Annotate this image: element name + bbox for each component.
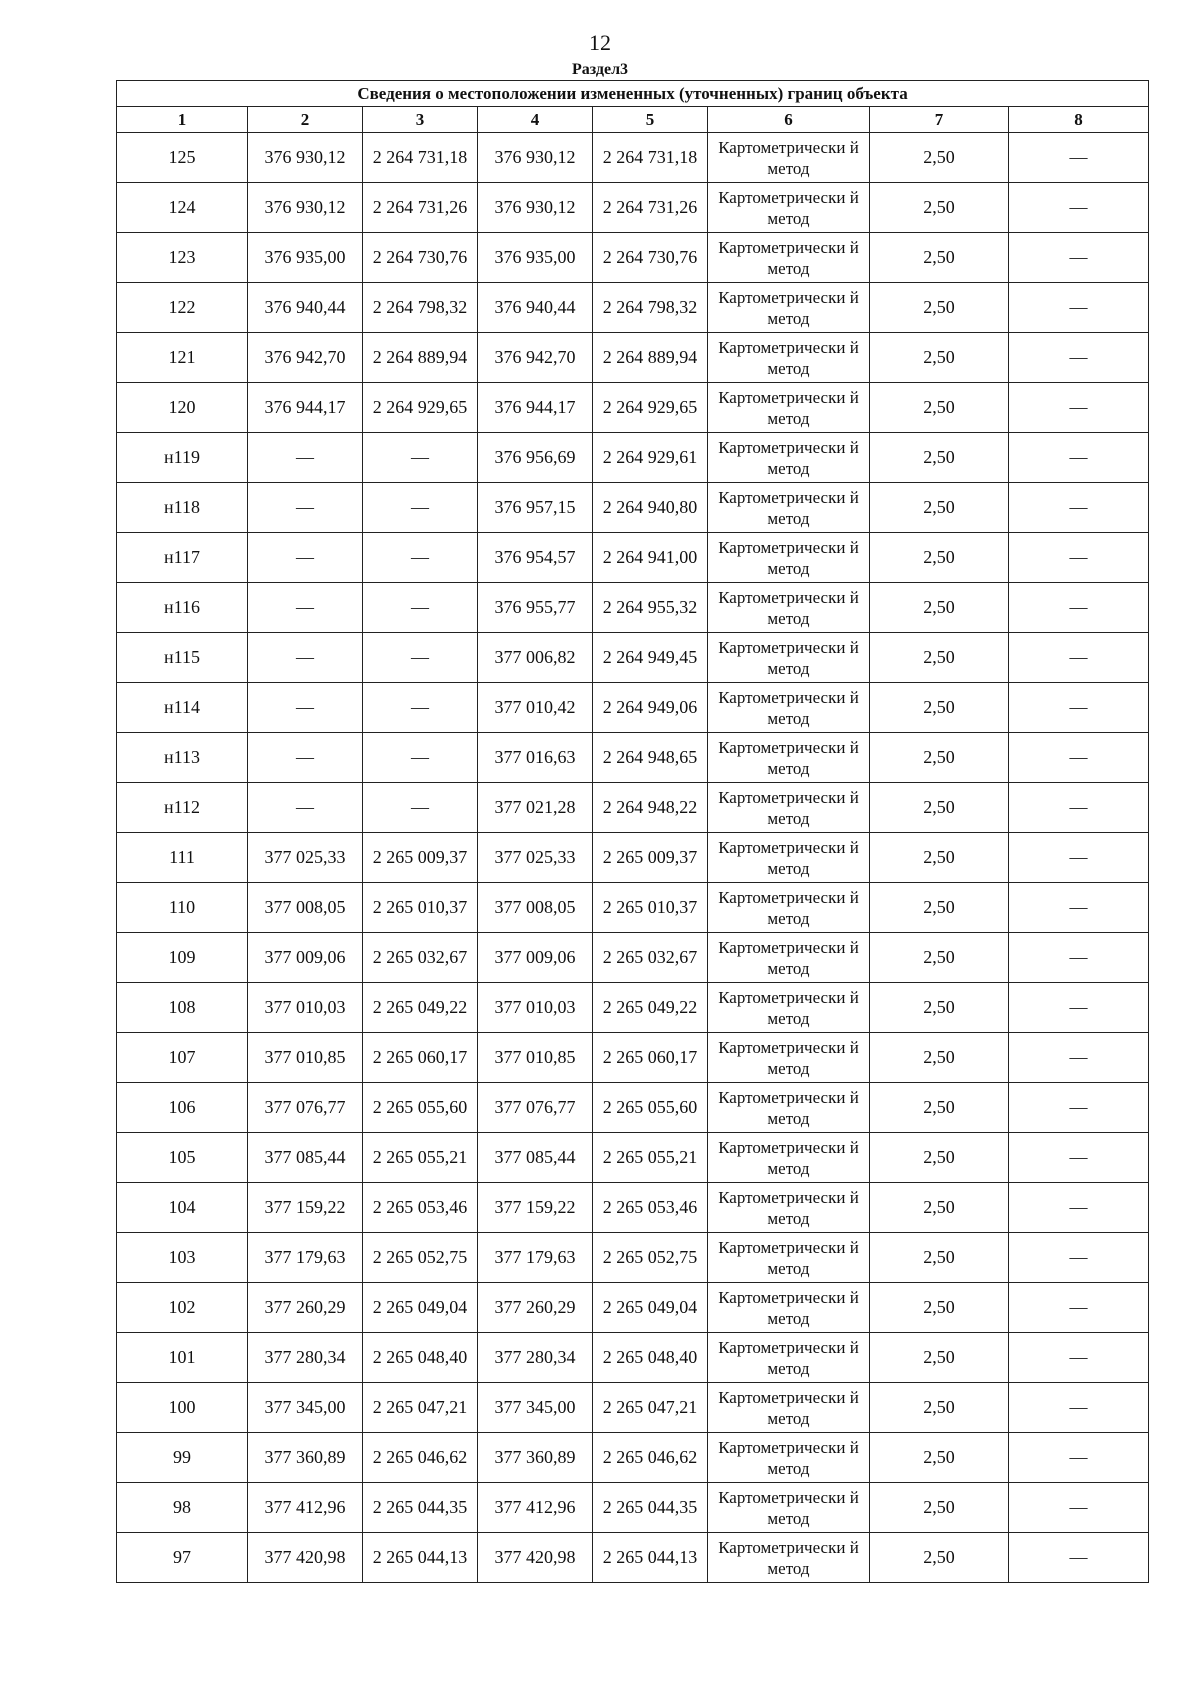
table-row xyxy=(117,633,1149,683)
point-number-cell: 108 xyxy=(117,983,248,1033)
existing-y-cell: 2 264 731,26 xyxy=(363,183,478,233)
refined-y-cell: 2 265 010,37 xyxy=(593,883,708,933)
refined-y-cell: 2 264 941,00 xyxy=(593,533,708,583)
method-cell: Картометрически й метод xyxy=(708,1483,870,1533)
method-cell: Картометрически й метод xyxy=(708,233,870,283)
refined-x-cell: 377 008,05 xyxy=(478,883,593,933)
point-number-cell: 100 xyxy=(117,1383,248,1433)
refined-x-cell: 376 954,57 xyxy=(478,533,593,583)
refined-x-cell: 377 010,85 xyxy=(478,1033,593,1083)
point-number-cell: 120 xyxy=(117,383,248,433)
method-cell: Картометрически й метод xyxy=(708,1383,870,1433)
accuracy-cell: 2,50 xyxy=(870,1283,1009,1333)
table-row xyxy=(117,1433,1149,1483)
point-number-cell: 103 xyxy=(117,1233,248,1283)
accuracy-cell: 2,50 xyxy=(870,533,1009,583)
description-cell: — xyxy=(1009,1283,1149,1333)
point-number-cell: н118 xyxy=(117,483,248,533)
existing-x-cell: 377 025,33 xyxy=(248,833,363,883)
existing-x-cell: 377 360,89 xyxy=(248,1433,363,1483)
existing-y-cell: 2 265 046,62 xyxy=(363,1433,478,1483)
table-row xyxy=(117,133,1149,183)
method-cell: Картометрически й метод xyxy=(708,733,870,783)
refined-x-cell: 377 006,82 xyxy=(478,633,593,683)
existing-y-cell: 2 265 048,40 xyxy=(363,1333,478,1383)
refined-x-cell: 376 955,77 xyxy=(478,583,593,633)
accuracy-cell: 2,50 xyxy=(870,433,1009,483)
existing-y-cell: — xyxy=(363,583,478,633)
point-number-cell: н114 xyxy=(117,683,248,733)
existing-y-cell: 2 265 044,13 xyxy=(363,1533,478,1583)
method-cell: Картометрически й метод xyxy=(708,783,870,833)
existing-y-cell: — xyxy=(363,633,478,683)
method-cell: Картометрически й метод xyxy=(708,883,870,933)
description-cell: — xyxy=(1009,633,1149,683)
description-cell: — xyxy=(1009,983,1149,1033)
method-cell: Картометрически й метод xyxy=(708,483,870,533)
accuracy-cell: 2,50 xyxy=(870,1183,1009,1233)
column-number: 6 xyxy=(708,107,870,133)
accuracy-cell: 2,50 xyxy=(870,1083,1009,1133)
table-row xyxy=(117,833,1149,883)
refined-y-cell: 2 264 949,06 xyxy=(593,683,708,733)
refined-x-cell: 377 025,33 xyxy=(478,833,593,883)
refined-y-cell: 2 264 948,22 xyxy=(593,783,708,833)
existing-x-cell: 377 085,44 xyxy=(248,1133,363,1183)
accuracy-cell: 2,50 xyxy=(870,1533,1009,1583)
existing-x-cell: 376 930,12 xyxy=(248,183,363,233)
table-row xyxy=(117,883,1149,933)
description-cell: — xyxy=(1009,533,1149,583)
refined-x-cell: 377 360,89 xyxy=(478,1433,593,1483)
column-number: 1 xyxy=(117,107,248,133)
existing-x-cell: 376 930,12 xyxy=(248,133,363,183)
accuracy-cell: 2,50 xyxy=(870,1233,1009,1283)
accuracy-cell: 2,50 xyxy=(870,483,1009,533)
section-title: Раздел3 xyxy=(571,61,629,78)
existing-x-cell: — xyxy=(248,783,363,833)
description-cell: — xyxy=(1009,283,1149,333)
point-number-cell: н119 xyxy=(117,433,248,483)
method-cell: Картометрически й метод xyxy=(708,433,870,483)
existing-y-cell: 2 264 889,94 xyxy=(363,333,478,383)
description-cell: — xyxy=(1009,1483,1149,1533)
existing-y-cell: 2 264 798,32 xyxy=(363,283,478,333)
accuracy-cell: 2,50 xyxy=(870,583,1009,633)
method-cell: Картометрически й метод xyxy=(708,983,870,1033)
description-cell: — xyxy=(1009,1333,1149,1383)
accuracy-cell: 2,50 xyxy=(870,733,1009,783)
table-row xyxy=(117,933,1149,983)
description-cell: — xyxy=(1009,833,1149,883)
refined-x-cell: 377 345,00 xyxy=(478,1383,593,1433)
method-cell: Картометрически й метод xyxy=(708,1133,870,1183)
accuracy-cell: 2,50 xyxy=(870,1433,1009,1483)
point-number-cell: н112 xyxy=(117,783,248,833)
point-number-cell: 106 xyxy=(117,1083,248,1133)
existing-y-cell: 2 265 049,22 xyxy=(363,983,478,1033)
refined-y-cell: 2 265 052,75 xyxy=(593,1233,708,1283)
accuracy-cell: 2,50 xyxy=(870,1383,1009,1433)
existing-y-cell: 2 265 010,37 xyxy=(363,883,478,933)
refined-x-cell: 376 930,12 xyxy=(478,183,593,233)
accuracy-cell: 2,50 xyxy=(870,633,1009,683)
point-number-cell: 125 xyxy=(117,133,248,183)
description-cell: — xyxy=(1009,783,1149,833)
column-number-row xyxy=(117,107,1149,133)
column-number: 4 xyxy=(478,107,593,133)
existing-y-cell: 2 265 055,21 xyxy=(363,1133,478,1183)
column-number: 3 xyxy=(363,107,478,133)
existing-y-cell: 2 264 730,76 xyxy=(363,233,478,283)
existing-y-cell: — xyxy=(363,483,478,533)
existing-y-cell: 2 265 055,60 xyxy=(363,1083,478,1133)
table-row xyxy=(117,1483,1149,1533)
table-row xyxy=(117,283,1149,333)
refined-y-cell: 2 264 889,94 xyxy=(593,333,708,383)
point-number-cell: н117 xyxy=(117,533,248,583)
existing-x-cell: — xyxy=(248,483,363,533)
description-cell: — xyxy=(1009,1183,1149,1233)
boundary-coordinates-table xyxy=(116,80,1149,1583)
description-cell: — xyxy=(1009,1383,1149,1433)
method-cell: Картометрически й метод xyxy=(708,833,870,883)
existing-x-cell: 377 280,34 xyxy=(248,1333,363,1383)
refined-y-cell: 2 265 047,21 xyxy=(593,1383,708,1433)
table-row xyxy=(117,1233,1149,1283)
point-number-cell: 110 xyxy=(117,883,248,933)
accuracy-cell: 2,50 xyxy=(870,833,1009,883)
description-cell: — xyxy=(1009,1033,1149,1083)
point-number-cell: 124 xyxy=(117,183,248,233)
method-cell: Картометрически й метод xyxy=(708,533,870,583)
table-row xyxy=(117,783,1149,833)
table-row xyxy=(117,1533,1149,1583)
refined-y-cell: 2 265 009,37 xyxy=(593,833,708,883)
point-number-cell: 122 xyxy=(117,283,248,333)
accuracy-cell: 2,50 xyxy=(870,933,1009,983)
existing-x-cell: 376 935,00 xyxy=(248,233,363,283)
point-number-cell: 111 xyxy=(117,833,248,883)
description-cell: — xyxy=(1009,1433,1149,1483)
table-row xyxy=(117,533,1149,583)
description-cell: — xyxy=(1009,1533,1149,1583)
method-cell: Картометрически й метод xyxy=(708,583,870,633)
accuracy-cell: 2,50 xyxy=(870,283,1009,333)
accuracy-cell: 2,50 xyxy=(870,333,1009,383)
table-row xyxy=(117,333,1149,383)
method-cell: Картометрически й метод xyxy=(708,283,870,333)
table-row xyxy=(117,583,1149,633)
existing-x-cell: — xyxy=(248,433,363,483)
table-row xyxy=(117,183,1149,233)
description-cell: — xyxy=(1009,483,1149,533)
refined-y-cell: 2 265 049,22 xyxy=(593,983,708,1033)
accuracy-cell: 2,50 xyxy=(870,683,1009,733)
existing-y-cell: 2 265 060,17 xyxy=(363,1033,478,1083)
description-cell: — xyxy=(1009,733,1149,783)
refined-y-cell: 2 265 032,67 xyxy=(593,933,708,983)
refined-x-cell: 377 085,44 xyxy=(478,1133,593,1183)
point-number-cell: 104 xyxy=(117,1183,248,1233)
existing-x-cell: 377 010,85 xyxy=(248,1033,363,1083)
description-cell: — xyxy=(1009,333,1149,383)
description-cell: — xyxy=(1009,1233,1149,1283)
refined-x-cell: 376 957,15 xyxy=(478,483,593,533)
table-row xyxy=(117,1383,1149,1433)
refined-y-cell: 2 264 948,65 xyxy=(593,733,708,783)
table-row xyxy=(117,733,1149,783)
refined-x-cell: 376 930,12 xyxy=(478,133,593,183)
existing-x-cell: 377 010,03 xyxy=(248,983,363,1033)
accuracy-cell: 2,50 xyxy=(870,883,1009,933)
method-cell: Картометрически й метод xyxy=(708,183,870,233)
point-number-cell: н115 xyxy=(117,633,248,683)
existing-x-cell: 377 345,00 xyxy=(248,1383,363,1433)
refined-y-cell: 2 264 940,80 xyxy=(593,483,708,533)
existing-x-cell: 377 008,05 xyxy=(248,883,363,933)
description-cell: — xyxy=(1009,583,1149,633)
refined-y-cell: 2 265 048,40 xyxy=(593,1333,708,1383)
existing-y-cell: — xyxy=(363,533,478,583)
method-cell: Картометрически й метод xyxy=(708,683,870,733)
point-number-cell: 123 xyxy=(117,233,248,283)
method-cell: Картометрически й метод xyxy=(708,633,870,683)
description-cell: — xyxy=(1009,383,1149,433)
method-cell: Картометрически й метод xyxy=(708,1033,870,1083)
description-cell: — xyxy=(1009,233,1149,283)
existing-x-cell: 377 420,98 xyxy=(248,1533,363,1583)
refined-x-cell: 377 179,63 xyxy=(478,1233,593,1283)
table-row xyxy=(117,1033,1149,1083)
accuracy-cell: 2,50 xyxy=(870,383,1009,433)
accuracy-cell: 2,50 xyxy=(870,1333,1009,1383)
accuracy-cell: 2,50 xyxy=(870,133,1009,183)
existing-y-cell: — xyxy=(363,783,478,833)
existing-x-cell: 377 412,96 xyxy=(248,1483,363,1533)
refined-y-cell: 2 264 955,32 xyxy=(593,583,708,633)
point-number-cell: 121 xyxy=(117,333,248,383)
point-number-cell: 109 xyxy=(117,933,248,983)
point-number-cell: н116 xyxy=(117,583,248,633)
point-number-cell: н113 xyxy=(117,733,248,783)
column-number: 5 xyxy=(593,107,708,133)
table-row xyxy=(117,683,1149,733)
refined-x-cell: 376 935,00 xyxy=(478,233,593,283)
refined-x-cell: 377 021,28 xyxy=(478,783,593,833)
point-number-cell: 97 xyxy=(117,1533,248,1583)
point-number-cell: 99 xyxy=(117,1433,248,1483)
existing-y-cell: — xyxy=(363,733,478,783)
method-cell: Картометрически й метод xyxy=(708,1533,870,1583)
existing-y-cell: 2 265 049,04 xyxy=(363,1283,478,1333)
refined-y-cell: 2 264 929,61 xyxy=(593,433,708,483)
point-number-cell: 101 xyxy=(117,1333,248,1383)
description-cell: — xyxy=(1009,433,1149,483)
table-row xyxy=(117,1183,1149,1233)
table-row xyxy=(117,1283,1149,1333)
existing-x-cell: 377 076,77 xyxy=(248,1083,363,1133)
refined-x-cell: 377 260,29 xyxy=(478,1283,593,1333)
column-number: 8 xyxy=(1009,107,1149,133)
refined-y-cell: 2 265 055,60 xyxy=(593,1083,708,1133)
accuracy-cell: 2,50 xyxy=(870,1133,1009,1183)
refined-y-cell: 2 264 730,76 xyxy=(593,233,708,283)
refined-y-cell: 2 265 044,13 xyxy=(593,1533,708,1583)
description-cell: — xyxy=(1009,883,1149,933)
existing-y-cell: 2 264 929,65 xyxy=(363,383,478,433)
existing-x-cell: — xyxy=(248,683,363,733)
method-cell: Картометрически й метод xyxy=(708,1183,870,1233)
accuracy-cell: 2,50 xyxy=(870,983,1009,1033)
description-cell: — xyxy=(1009,683,1149,733)
column-number: 2 xyxy=(248,107,363,133)
existing-x-cell: 376 942,70 xyxy=(248,333,363,383)
table-row xyxy=(117,433,1149,483)
existing-x-cell: 377 179,63 xyxy=(248,1233,363,1283)
column-number: 7 xyxy=(870,107,1009,133)
refined-x-cell: 376 940,44 xyxy=(478,283,593,333)
table-row xyxy=(117,1133,1149,1183)
accuracy-cell: 2,50 xyxy=(870,183,1009,233)
refined-y-cell: 2 265 055,21 xyxy=(593,1133,708,1183)
refined-x-cell: 376 944,17 xyxy=(478,383,593,433)
point-number-cell: 107 xyxy=(117,1033,248,1083)
method-cell: Картометрически й метод xyxy=(708,383,870,433)
existing-x-cell: 376 944,17 xyxy=(248,383,363,433)
method-cell: Картометрически й метод xyxy=(708,1433,870,1483)
accuracy-cell: 2,50 xyxy=(870,233,1009,283)
method-cell: Картометрически й метод xyxy=(708,1333,870,1383)
table-body xyxy=(117,133,1149,1583)
accuracy-cell: 2,50 xyxy=(870,1033,1009,1083)
existing-x-cell: — xyxy=(248,533,363,583)
existing-x-cell: 376 940,44 xyxy=(248,283,363,333)
method-cell: Картометрически й метод xyxy=(708,333,870,383)
existing-y-cell: 2 264 731,18 xyxy=(363,133,478,183)
refined-y-cell: 2 264 929,65 xyxy=(593,383,708,433)
existing-y-cell: — xyxy=(363,683,478,733)
existing-y-cell: 2 265 044,35 xyxy=(363,1483,478,1533)
page-number: 12 xyxy=(589,30,611,55)
existing-x-cell: — xyxy=(248,583,363,633)
method-cell: Картометрически й метод xyxy=(708,133,870,183)
table-row xyxy=(117,1333,1149,1383)
table-row xyxy=(117,983,1149,1033)
existing-y-cell: 2 265 032,67 xyxy=(363,933,478,983)
table-row xyxy=(117,233,1149,283)
refined-x-cell: 377 076,77 xyxy=(478,1083,593,1133)
point-number-cell: 98 xyxy=(117,1483,248,1533)
point-number-cell: 102 xyxy=(117,1283,248,1333)
refined-y-cell: 2 265 053,46 xyxy=(593,1183,708,1233)
refined-y-cell: 2 265 046,62 xyxy=(593,1433,708,1483)
existing-y-cell: 2 265 047,21 xyxy=(363,1383,478,1433)
refined-x-cell: 377 159,22 xyxy=(478,1183,593,1233)
refined-x-cell: 377 010,42 xyxy=(478,683,593,733)
refined-y-cell: 2 265 044,35 xyxy=(593,1483,708,1533)
description-cell: — xyxy=(1009,933,1149,983)
description-cell: — xyxy=(1009,1083,1149,1133)
refined-x-cell: 377 280,34 xyxy=(478,1333,593,1383)
existing-y-cell: 2 265 009,37 xyxy=(363,833,478,883)
table-caption: Сведения о местоположении измененных (уточненных) границ объекта xyxy=(117,81,1149,107)
description-cell: — xyxy=(1009,1133,1149,1183)
description-cell: — xyxy=(1009,183,1149,233)
refined-y-cell: 2 264 949,45 xyxy=(593,633,708,683)
table-row xyxy=(117,483,1149,533)
refined-y-cell: 2 264 798,32 xyxy=(593,283,708,333)
method-cell: Картометрически й метод xyxy=(708,1083,870,1133)
method-cell: Картометрически й метод xyxy=(708,1283,870,1333)
refined-x-cell: 377 412,96 xyxy=(478,1483,593,1533)
refined-x-cell: 377 420,98 xyxy=(478,1533,593,1583)
refined-y-cell: 2 264 731,18 xyxy=(593,133,708,183)
refined-y-cell: 2 264 731,26 xyxy=(593,183,708,233)
existing-x-cell: — xyxy=(248,633,363,683)
method-cell: Картометрически й метод xyxy=(708,1233,870,1283)
existing-y-cell: — xyxy=(363,433,478,483)
table-row xyxy=(117,1083,1149,1133)
refined-x-cell: 377 009,06 xyxy=(478,933,593,983)
refined-x-cell: 377 010,03 xyxy=(478,983,593,1033)
point-number-cell: 105 xyxy=(117,1133,248,1183)
refined-x-cell: 376 956,69 xyxy=(478,433,593,483)
existing-x-cell: 377 009,06 xyxy=(248,933,363,983)
existing-x-cell: 377 159,22 xyxy=(248,1183,363,1233)
existing-x-cell: — xyxy=(248,733,363,783)
existing-y-cell: 2 265 053,46 xyxy=(363,1183,478,1233)
refined-y-cell: 2 265 049,04 xyxy=(593,1283,708,1333)
method-cell: Картометрически й метод xyxy=(708,933,870,983)
existing-y-cell: 2 265 052,75 xyxy=(363,1233,478,1283)
refined-x-cell: 377 016,63 xyxy=(478,733,593,783)
table-row xyxy=(117,383,1149,433)
refined-y-cell: 2 265 060,17 xyxy=(593,1033,708,1083)
refined-x-cell: 376 942,70 xyxy=(478,333,593,383)
existing-x-cell: 377 260,29 xyxy=(248,1283,363,1333)
accuracy-cell: 2,50 xyxy=(870,1483,1009,1533)
accuracy-cell: 2,50 xyxy=(870,783,1009,833)
description-cell: — xyxy=(1009,133,1149,183)
